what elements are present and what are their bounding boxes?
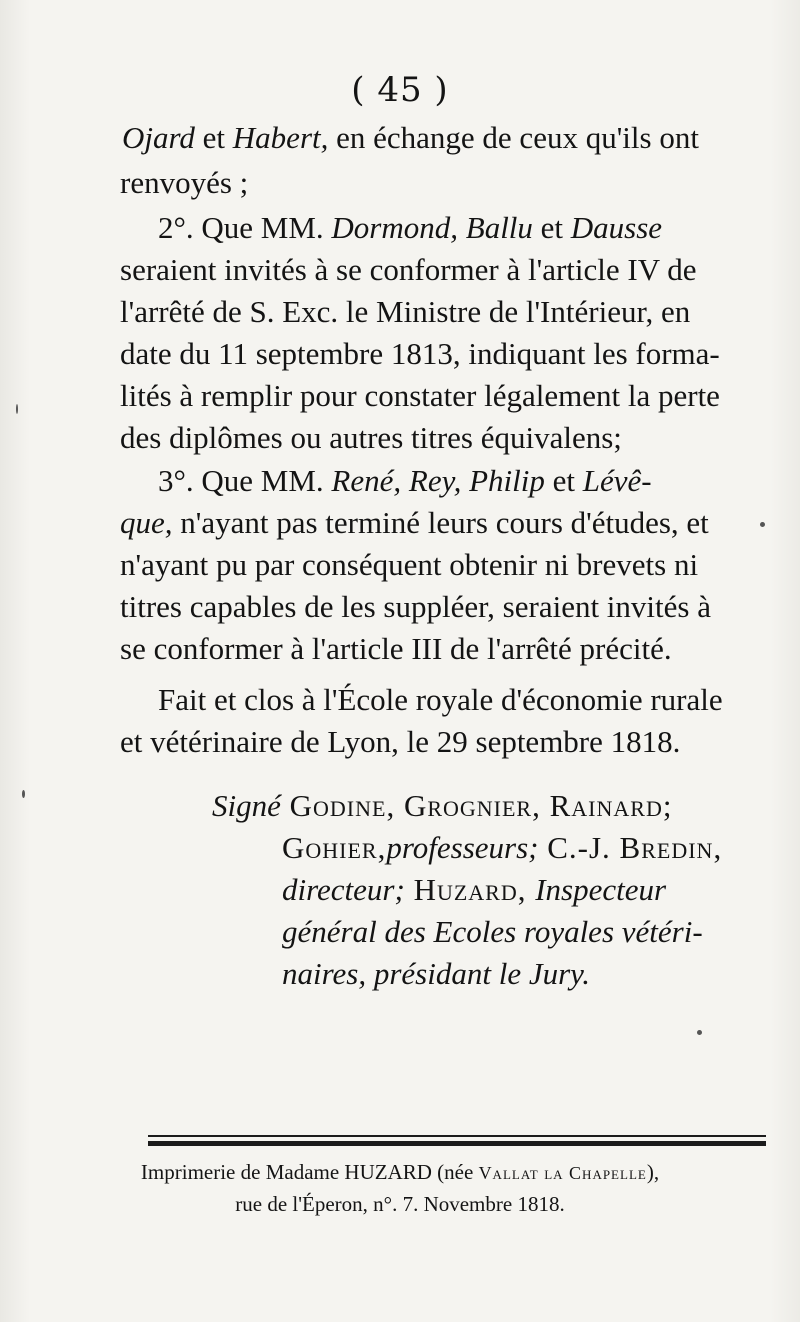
imprint-text: Imprimerie de Madame HUZARD (née — [140, 1160, 479, 1184]
role-directeur: directeur; — [282, 872, 405, 907]
signature-line-3 — [282, 870, 666, 910]
text-fragment: en échange de ceux qu'ils ont — [328, 120, 699, 155]
signature-line-1 — [212, 786, 672, 826]
role-professeurs: professeurs; — [386, 830, 539, 865]
text-line-11: n'ayant pu par conséquent obtenir ni brevets ni — [120, 547, 699, 582]
text-line-12: titres capables de les suppléer, seraient invités à — [120, 589, 711, 624]
signature-line-5: naires, présidant le Jury. — [282, 956, 590, 991]
divider-rule-thin — [148, 1135, 766, 1137]
text-line-15: et vétérinaire de Lyon, le 29 septembre 1818. — [120, 724, 681, 759]
name-dausse: Dausse — [570, 210, 663, 245]
name-ojard: Ojard — [122, 120, 195, 155]
text-fragment: et — [544, 463, 583, 498]
text-fragment: et — [194, 120, 233, 155]
signature-line-4: général des Ecoles royales vétéri- — [282, 914, 703, 949]
names-rene-rey-philip: René, Rey, Philip — [331, 463, 545, 498]
imprint-vallat: Vallat la Chapelle — [478, 1163, 647, 1183]
text-line-4: seraient invités à se conformer à l'article IV de — [120, 252, 697, 287]
text-line-2: renvoyés ; — [120, 165, 249, 200]
divider-rule-thick — [148, 1141, 766, 1146]
signatory-gohier: Gohier, — [282, 830, 387, 865]
signature-line-2 — [282, 828, 722, 868]
imprint-line-2: rue de l'Éperon, n°. 7. Novembre 1818. — [235, 1192, 565, 1216]
text-line-7: lités à remplir pour constater légalement la perte — [120, 378, 720, 413]
text-fragment: et — [532, 210, 571, 245]
text-line-8: des diplômes ou autres titres équivalens; — [120, 420, 622, 455]
text-fragment: 3°. Que MM. — [158, 463, 332, 498]
text-line-6: date du 11 septembre 1813, indiquant les forma- — [120, 336, 720, 371]
imprint-text: ), — [646, 1160, 660, 1184]
signatory-names: Godine, Grognier, Rainard; — [280, 788, 673, 823]
paper-speck — [697, 1030, 702, 1035]
paper-speck — [16, 404, 18, 414]
page-number: ( 45 ) — [351, 70, 449, 110]
paper-speck — [22, 790, 25, 798]
names-dormond-ballu: Dormond, Ballu — [331, 210, 533, 245]
role-inspecteur: Inspecteur — [535, 872, 667, 907]
imprint-line-1 — [0, 1160, 800, 1185]
signatory-huzard: Huzard, — [404, 872, 536, 907]
text-line-14: Fait et clos à l'École royale d'économie rurale — [158, 682, 723, 717]
name-leveque-end: que, — [120, 505, 173, 540]
signe-word: Signé — [212, 788, 281, 823]
name-habert: Habert, — [232, 120, 329, 155]
signatory-bredin: C.-J. Bredin, — [538, 830, 723, 865]
text-line-10 — [120, 503, 709, 543]
text-line-3 — [158, 208, 662, 248]
text-line-5: l'arrêté de S. Exc. le Ministre de l'Intérieur, en — [120, 294, 691, 329]
name-leveque: Lévê- — [582, 463, 652, 498]
text-fragment: 2°. Que MM. — [158, 210, 332, 245]
text-fragment: n'ayant pas terminé leurs cours d'études, et — [172, 505, 709, 540]
text-line-1 — [122, 118, 699, 158]
text-line-13: se conformer à l'article III de l'arrêté précité. — [120, 631, 672, 666]
text-line-9 — [158, 461, 652, 501]
paper-speck — [760, 522, 765, 527]
